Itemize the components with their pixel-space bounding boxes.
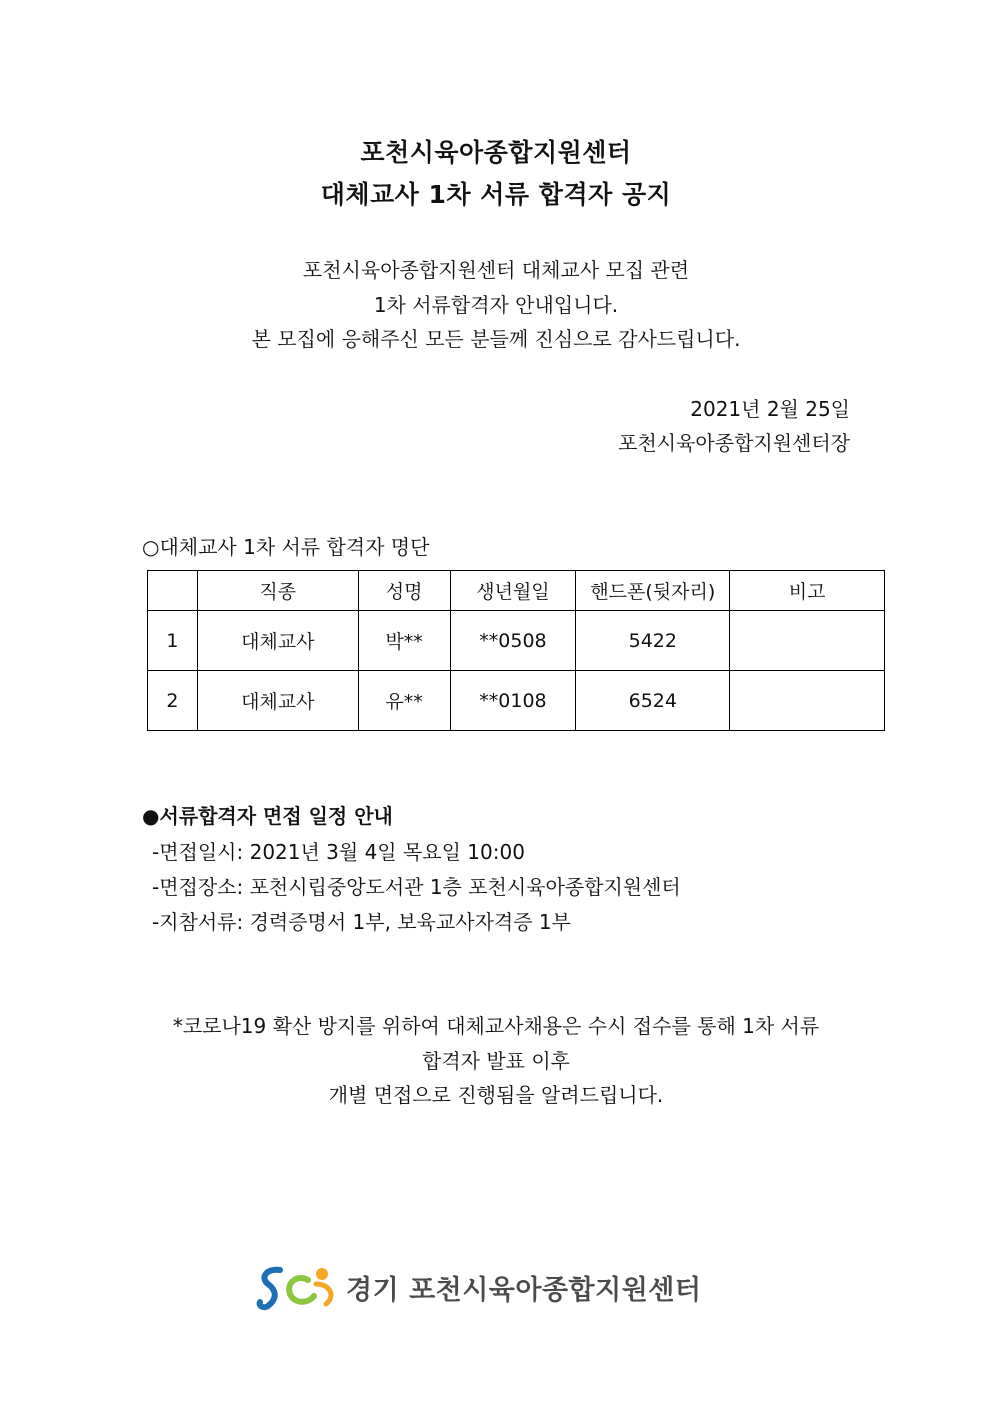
table-row — [148, 611, 885, 671]
cell-job: 대체교사 — [197, 611, 358, 671]
covid-notice-line: 개별 면접으로 진행됨을 알려드립니다. — [328, 1083, 664, 1107]
cell-birthdate: **0508 — [450, 611, 576, 671]
interview-datetime: -면접일시: 2021년 3월 4일 목요일 10:00 — [152, 840, 525, 864]
cell-phone: 6524 — [576, 671, 730, 731]
roster-table — [147, 570, 885, 731]
intro-line: 본 모집에 응해주신 모든 분들께 진심으로 감사드립니다. — [251, 327, 741, 351]
column-header-remarks: 비고 — [730, 571, 885, 611]
cell-no: 2 — [148, 671, 198, 731]
signature: 포천시육아종합지원센터장 — [618, 431, 850, 455]
column-header-birthdate: 생년월일 — [450, 571, 576, 611]
column-header-phone: 핸드폰(뒷자리) — [576, 571, 730, 611]
roster-heading: ○대체교사 1차 서류 합격자 명단 — [142, 535, 430, 559]
table-row — [148, 671, 885, 731]
cell-no: 1 — [148, 611, 198, 671]
document-subtitle: 대체교사 1차 서류 합격자 공지 — [320, 180, 672, 209]
notice-date: 2021년 2월 25일 — [690, 397, 850, 421]
cell-phone: 5422 — [576, 611, 730, 671]
cell-job: 대체교사 — [197, 671, 358, 731]
interview-location: -면접장소: 포천시립중앙도서관 1층 포천시육아종합지원센터 — [152, 875, 681, 899]
intro-line: 1차 서류합격자 안내입니다. — [373, 293, 619, 317]
cell-birthdate: **0108 — [450, 671, 576, 731]
interview-documents: -지참서류: 경력증명서 1부, 보육교사자격증 1부 — [152, 910, 571, 934]
cell-name: 박** — [358, 611, 450, 671]
intro-line: 포천시육아종합지원센터 대체교사 모집 관련 — [302, 258, 690, 282]
cell-remarks — [730, 611, 885, 671]
column-header-job: 직종 — [197, 571, 358, 611]
table-header-row — [148, 571, 885, 611]
covid-notice-line: *코로나19 확산 방지를 위하여 대체교사채용은 수시 접수를 통해 1차 서류 — [172, 1014, 820, 1038]
cell-remarks — [730, 671, 885, 731]
cell-name: 유** — [358, 671, 450, 731]
center-logo-text: 경기 포천시육아종합지원센터 — [346, 1274, 702, 1306]
center-logo — [256, 1262, 701, 1312]
center-logo-mark-icon — [256, 1262, 342, 1312]
column-header-name: 성명 — [358, 571, 450, 611]
interview-heading: ●서류합격자 면접 일정 안내 — [142, 804, 393, 828]
document-title: 포천시육아종합지원센터 — [360, 138, 632, 167]
column-header-no — [148, 571, 198, 611]
covid-notice-line: 합격자 발표 이후 — [422, 1049, 570, 1073]
